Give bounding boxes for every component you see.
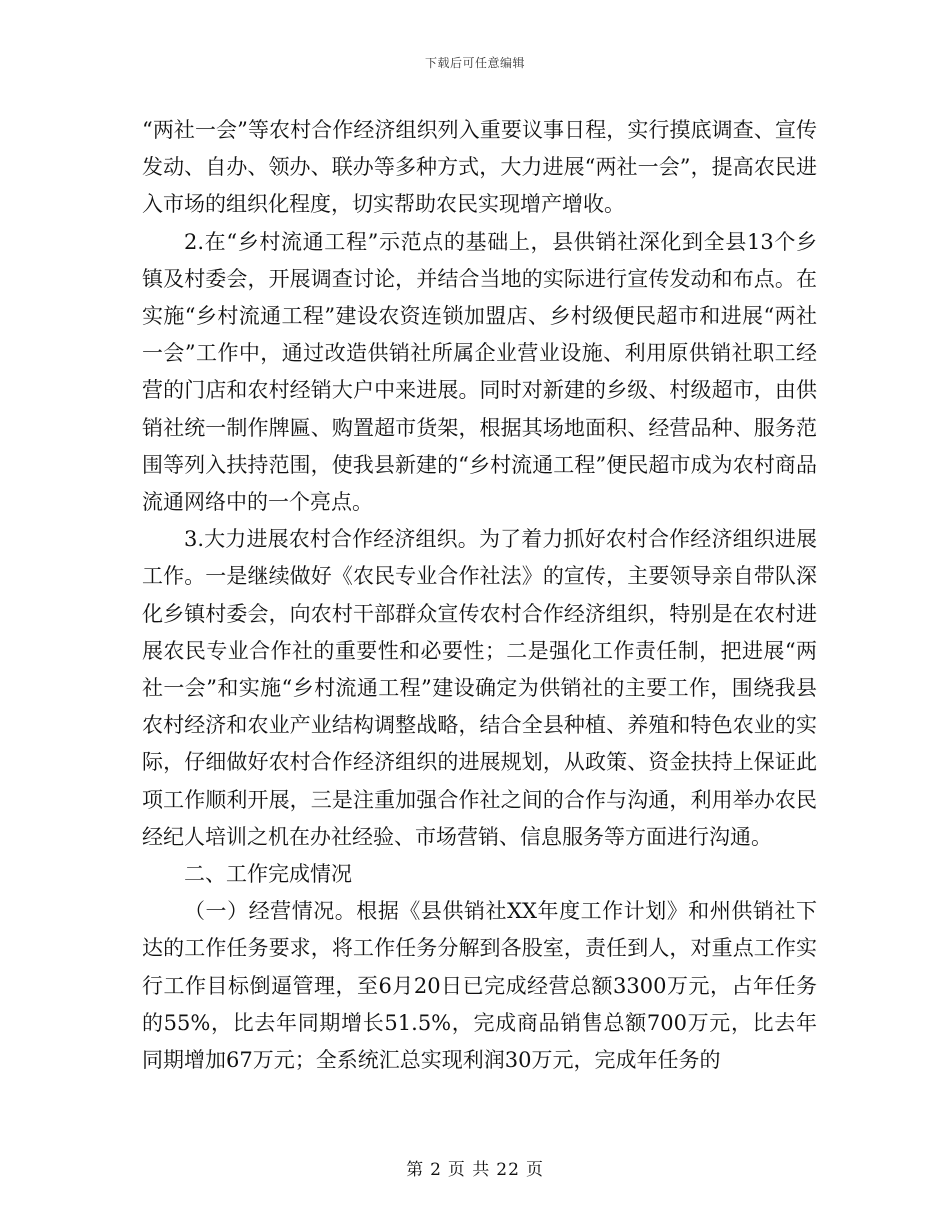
footer-suffix: 页 xyxy=(525,1160,544,1180)
footer-prefix: 第 xyxy=(406,1160,425,1180)
document-body xyxy=(142,112,817,1079)
total-pages: 22 xyxy=(496,1160,520,1180)
paragraph-item-3: 3.大力进展农村合作经济组织。为了着力抓好农村合作经济组织进展工作。一是继续做好《农民专业合作社法》的宣传，主要领导亲自带队深化乡镇村委会，向农村干部群众宣传农村合作经济组织，特别是在农村进展农民专业合作社的重要性和必要性；二是强化工作责任制，把进展“两社一会”和实施“乡村流通工程”建设确定为供销社的主要工作，围绕我县农村经济和农业产业结构调整战略，结合全县种植、养殖和特色农业的实际，仔细做好农村合作经济组织的进展规划，从政策、资金扶持上保证此项工作顺利开展，三是注重加强合作社之间的合作与沟通，利用举办农民经纪人培训之机在办社经验、市场营销、信息服务等方面进行沟通。 xyxy=(142,527,817,849)
footer-middle: 页 共 xyxy=(447,1160,491,1180)
page-footer xyxy=(0,1155,950,1180)
paragraph-operations: （一）经营情况。根据《县供销社XX年度工作计划》和州供销社下达的工作任务要求，将工作任务分解到各股室，责任到人，对重点工作实行工作目标倒逼管理，至6月20日已完成经营总额3300万元，占年任务的55%，比去年同期增长51.5%，完成商品销售总额700万元，比去年同期增加67万元；全系统汇总实现利润30万元，完成年任务的 xyxy=(142,899,817,1073)
paragraph-continued: “两社一会”等农村合作经济组织列入重要议事日程，实行摸底调查、宣传发动、自办、领办、联办等多种方式，大力进展“两社一会”，提高农民进入市场的组织化程度，切实帮助农民实现增产增收。 xyxy=(142,118,817,217)
paragraph-item-2: 2.在“乡村流通工程”示范点的基础上，县供销社深化到全县13个乡镇及村委会，开展调查讨论，并结合当地的实际进行宣传发动和布点。在实施“乡村流通工程”建设农资连锁加盟店、乡村级便民超市和进展“两社一会”工作中，通过改造供销社所属企业营业设施、利用原供销社职工经营的门店和农村经销大户中来进展。同时对新建的乡级、村级超市，由供销社统一制作牌匾、购置超市货架，根据其场地面积、经营品种、服务范围等列入扶持范围，使我县新建的“乡村流通工程”便民超市成为农村商品流通网络中的一个亮点。 xyxy=(142,229,817,515)
page-number: 2 xyxy=(430,1160,442,1180)
page-header: 下载后可任意编辑 xyxy=(424,56,525,70)
section-heading: 二、工作完成情况 xyxy=(184,862,352,887)
